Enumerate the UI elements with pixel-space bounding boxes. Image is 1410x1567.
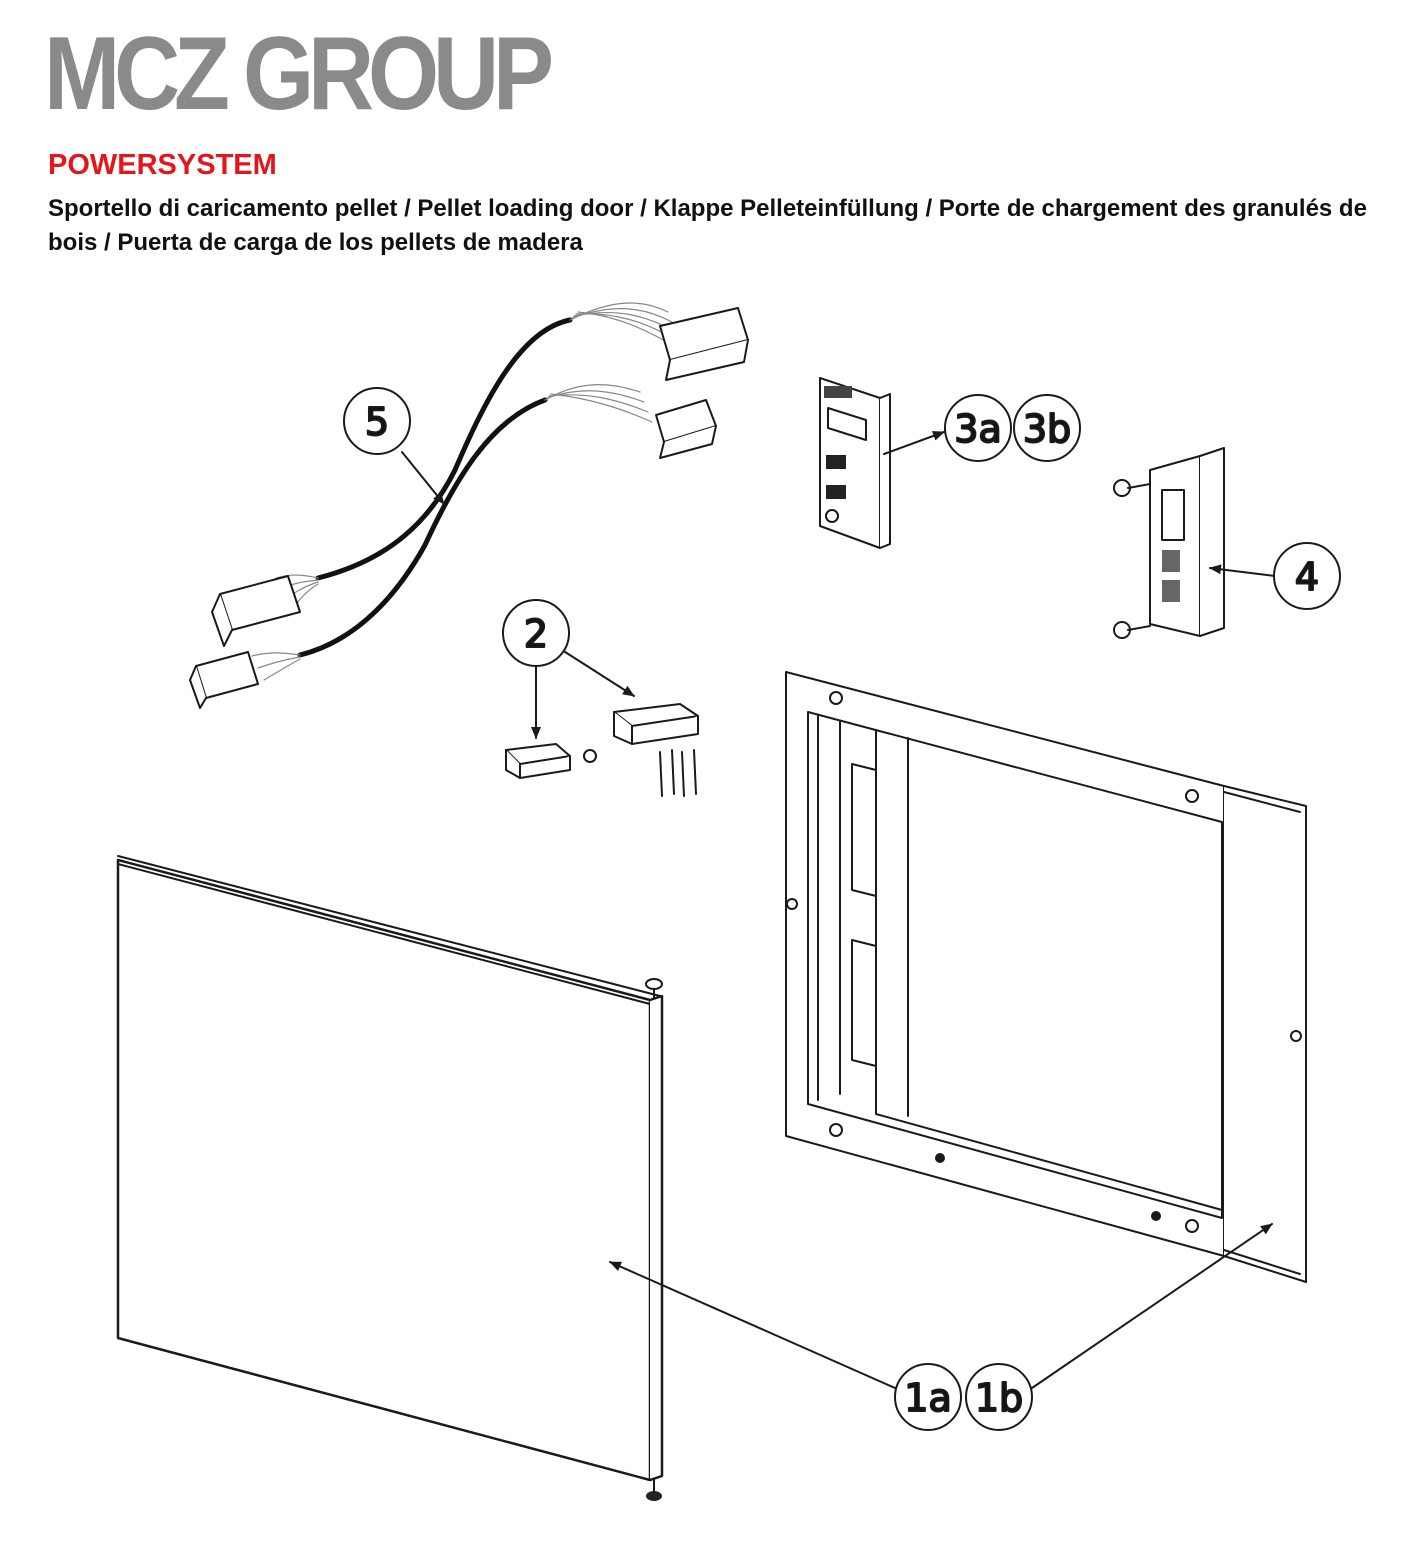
product-name: POWERSYSTEM [48,149,277,181]
callout-1b [966,1364,1032,1430]
callout-2 [503,600,569,666]
callout-3b [1014,395,1080,461]
callout-5 [344,388,410,454]
page-title: Sportello di caricamento pellet / Pellet loading door / Klappe Pelleteinfüllung / Porte de chargement des granulés de bois / Puerta de carga de los pellets de madera [48,195,1367,256]
door-frame-part [786,672,1306,1282]
svg-text:5: 5 [364,400,390,444]
electronic-board-part [1114,448,1275,638]
svg-text:1a: 1a [904,1376,952,1420]
brand-logo: MCZ GROUP [44,16,548,132]
svg-text:3a: 3a [954,407,1002,451]
callout-1a [895,1364,961,1430]
control-board-part [820,378,944,548]
svg-text:4: 4 [1294,555,1320,599]
svg-text:1b: 1b [974,1376,1024,1420]
callout-4 [1274,543,1340,609]
svg-text:2: 2 [523,612,549,656]
callout-3a [945,395,1011,461]
door-panel-part [118,856,662,1501]
svg-text:3b: 3b [1022,407,1072,451]
wiring-harness-part [190,303,748,708]
magnetic-latch-part [506,650,698,796]
